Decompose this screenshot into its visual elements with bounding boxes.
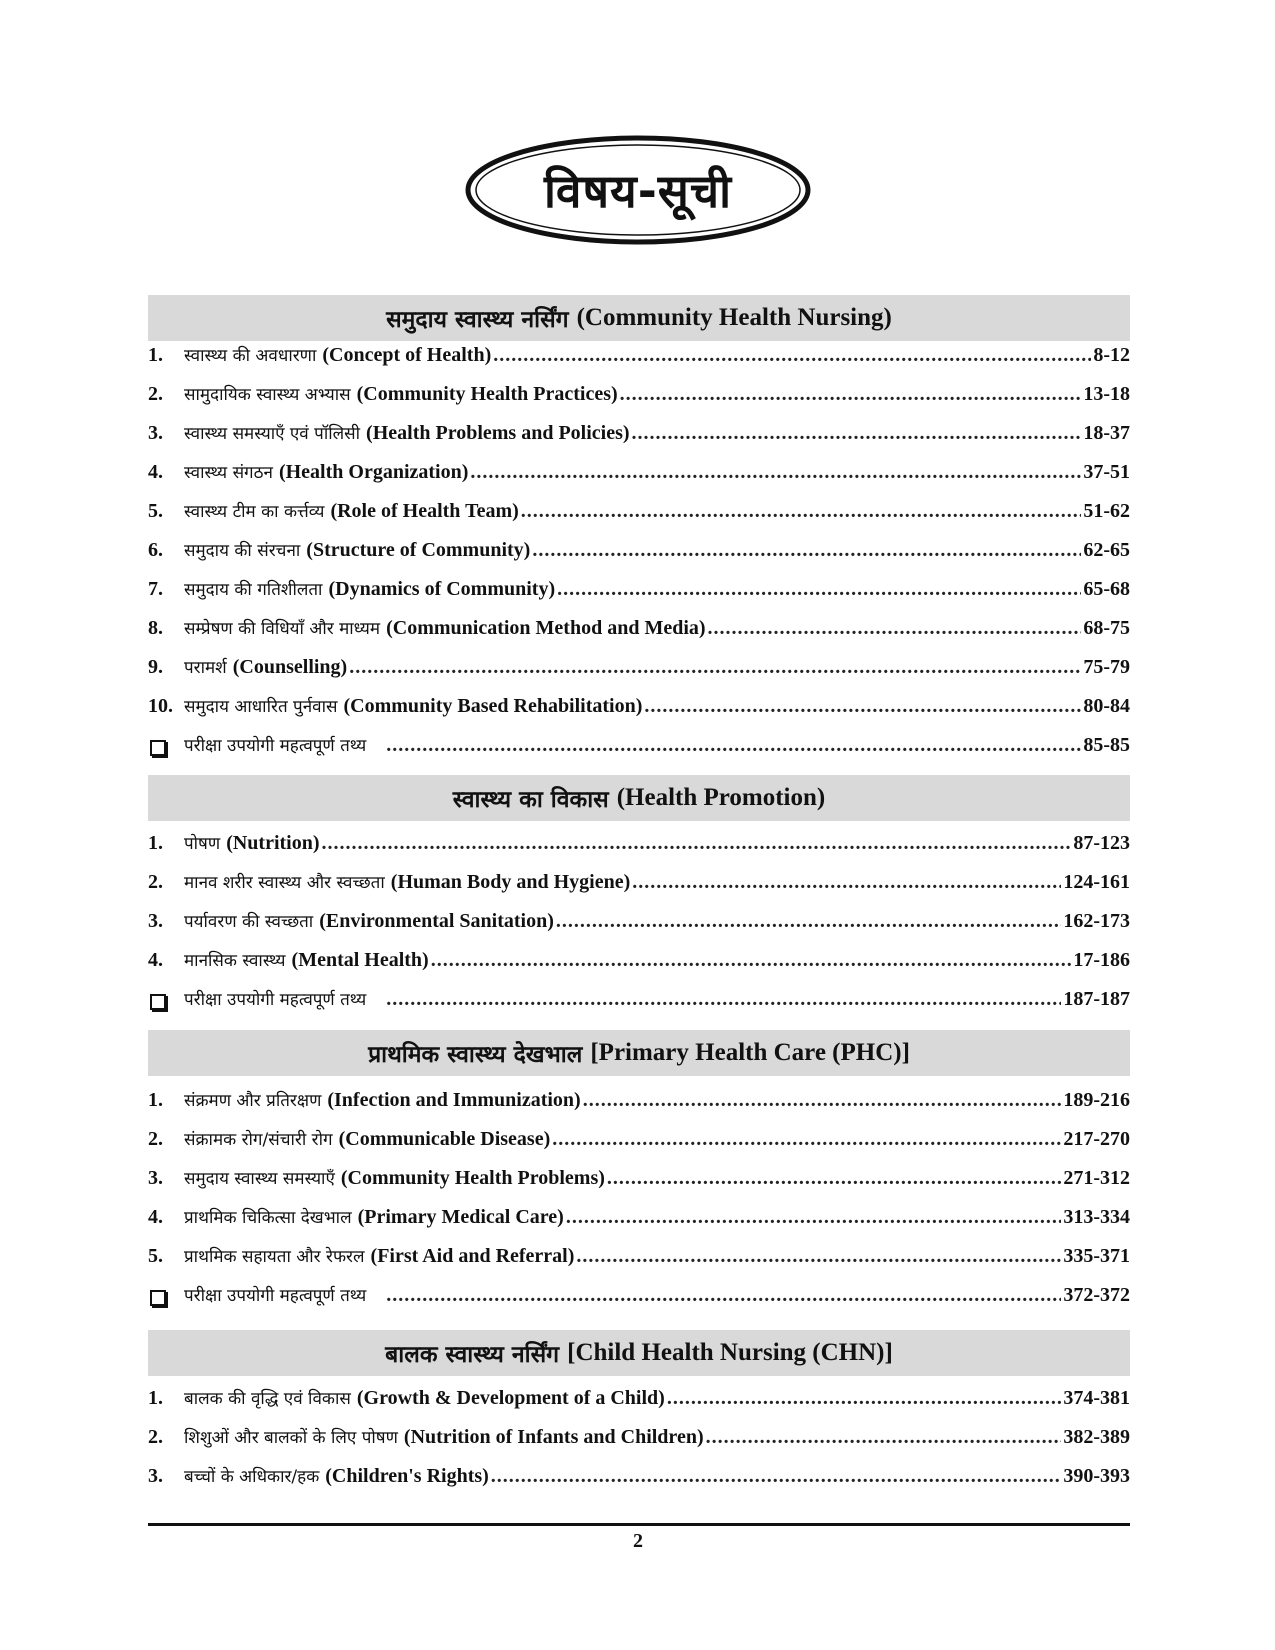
entry-page-range: 217-270 <box>1063 1128 1130 1150</box>
entry-title-hindi: समुदाय आधारित पुर्नवास <box>184 697 338 717</box>
toc-entry[interactable] <box>148 1088 1130 1118</box>
dot-leader <box>521 500 1082 523</box>
entry-title-hindi: सम्प्रेषण की विधियाँ और माध्यम <box>184 619 381 639</box>
entry-title-hindi: स्वास्थ्य समस्याएँ एवं पॉलिसी <box>184 424 361 444</box>
entry-page-range: 51-62 <box>1083 500 1130 522</box>
page-number: 2 <box>633 1530 643 1552</box>
section-heading-english: (Community Health Nursing) <box>576 304 892 331</box>
toc-entry[interactable] <box>148 870 1130 900</box>
toc-entry[interactable] <box>148 577 1130 607</box>
entry-title-hindi: संक्रमण और प्रतिरक्षण <box>184 1091 322 1111</box>
entry-title-hindi: बालक की वृद्धि एवं विकास <box>184 1389 351 1409</box>
checkbox-icon <box>150 740 166 756</box>
toc-entry[interactable] <box>148 655 1130 685</box>
entry-title-hindi: बच्चों के अधिकार/हक <box>184 1467 320 1487</box>
dot-leader <box>431 949 1072 972</box>
toc-facts-entry[interactable] <box>148 1283 1130 1313</box>
entry-number: 10. <box>148 695 173 717</box>
entry-number: 9. <box>148 656 163 678</box>
dot-leader <box>491 1465 1062 1488</box>
entry-title-english: (Health Problems and Policies) <box>366 422 630 444</box>
dot-leader <box>667 1387 1062 1410</box>
dot-leader <box>322 832 1072 855</box>
entry-number: 4. <box>148 461 163 483</box>
dot-leader <box>386 988 1061 1011</box>
entry-title-hindi: स्वास्थ्य संगठन <box>184 463 273 483</box>
dot-leader <box>532 539 1081 562</box>
section-heading <box>148 295 1130 341</box>
entry-number: 3. <box>148 910 163 932</box>
dot-leader <box>386 734 1081 757</box>
dot-leader <box>576 1245 1061 1268</box>
toc-facts-entry[interactable] <box>148 733 1130 763</box>
entry-title-hindi: समुदाय की संरचना <box>184 541 301 561</box>
section-heading-english: [Primary Health Care (PHC)] <box>590 1039 910 1066</box>
entry-page-range: 187-187 <box>1063 988 1130 1010</box>
entry-page-range: 87-123 <box>1073 832 1130 854</box>
entry-number: 4. <box>148 949 163 971</box>
entry-title-english: (Community Health Practices) <box>356 383 618 405</box>
toc-entry[interactable] <box>148 1166 1130 1196</box>
entry-title-english: (Health Organization) <box>278 461 469 483</box>
page-title: विषय-सूची <box>543 164 733 218</box>
toc-entry[interactable] <box>148 343 1130 373</box>
entry-title-hindi: मानव शरीर स्वास्थ्य और स्वच्छता <box>184 873 385 893</box>
entry-page-range: 13-18 <box>1083 383 1130 405</box>
toc-entry[interactable] <box>148 538 1130 568</box>
dot-leader <box>632 422 1082 445</box>
entry-title-hindi: पर्यावरण की स्वच्छता <box>184 912 314 932</box>
entry-title-english: (Human Body and Hygiene) <box>390 871 631 893</box>
entry-title-english: (First Aid and Referral) <box>370 1245 575 1267</box>
dot-leader <box>470 461 1081 484</box>
entry-page-range: 37-51 <box>1083 461 1130 483</box>
entry-page-range: 162-173 <box>1063 910 1130 932</box>
entry-number: 1. <box>148 832 163 854</box>
dot-leader <box>566 1206 1062 1229</box>
entry-title-hindi: सामुदायिक स्वास्थ्य अभ्यास <box>184 385 351 405</box>
entry-page-range: 65-68 <box>1083 578 1130 600</box>
entry-title-english: (Nutrition) <box>226 832 320 854</box>
entry-title-hindi: समुदाय की गतिशीलता <box>184 580 323 600</box>
entry-number: 2. <box>148 1426 163 1448</box>
entry-page-range: 372-372 <box>1063 1284 1130 1306</box>
section-heading-hindi: बालक स्वास्थ्य नर्सिंग <box>385 1342 560 1368</box>
toc-entry[interactable] <box>148 460 1130 490</box>
toc-entry[interactable] <box>148 1205 1130 1235</box>
entry-page-range: 382-389 <box>1063 1426 1130 1448</box>
toc-entry[interactable] <box>148 1244 1130 1274</box>
entry-title-hindi: स्वास्थ्य की अवधारणा <box>184 346 317 366</box>
section-heading-english: (Health Promotion) <box>616 784 826 811</box>
entry-title-hindi: परीक्षा उपयोगी महत्वपूर्ण तथ्य <box>184 736 367 756</box>
toc-entry[interactable] <box>148 1127 1130 1157</box>
entry-page-range: 75-79 <box>1083 656 1130 678</box>
dot-leader <box>706 1426 1062 1449</box>
entry-page-range: 335-371 <box>1063 1245 1130 1267</box>
entry-number: 1. <box>148 1387 163 1409</box>
entry-number: 2. <box>148 1128 163 1150</box>
entry-title-english: (Counselling) <box>232 656 348 678</box>
toc-entry[interactable] <box>148 909 1130 939</box>
entry-title-english: (Community Based Rehabilitation) <box>343 695 643 717</box>
entry-page-range: 68-75 <box>1083 617 1130 639</box>
section-heading <box>148 1030 1130 1076</box>
entry-page-range: 313-334 <box>1063 1206 1130 1228</box>
toc-entry[interactable] <box>148 831 1130 861</box>
toc-entry[interactable] <box>148 694 1130 724</box>
entry-page-range: 124-161 <box>1063 871 1130 893</box>
entry-title-english: (Communication Method and Media) <box>386 617 706 639</box>
title-oval <box>462 132 814 248</box>
entry-page-range: 189-216 <box>1063 1089 1130 1111</box>
toc-entry[interactable] <box>148 499 1130 529</box>
entry-number: 5. <box>148 1245 163 1267</box>
entry-title-hindi: प्राथमिक चिकित्सा देखभाल <box>184 1208 352 1228</box>
entry-number: 7. <box>148 578 163 600</box>
entry-title-english: (Primary Medical Care) <box>357 1206 564 1228</box>
entry-title-english: (Role of Health Team) <box>330 500 519 522</box>
entry-number: 3. <box>148 1167 163 1189</box>
dot-leader <box>349 656 1081 679</box>
section-heading <box>148 775 1130 821</box>
dot-leader <box>644 695 1081 718</box>
toc-entry[interactable] <box>148 948 1130 978</box>
section-heading-hindi: स्वास्थ्य का विकास <box>452 787 609 813</box>
section-heading-hindi: प्राथमिक स्वास्थ्य देखभाल <box>368 1042 583 1068</box>
entry-title-english: (Structure of Community) <box>306 539 531 561</box>
entry-title-english: (Children's Rights) <box>325 1465 489 1487</box>
entry-title-hindi: पोषण <box>184 834 221 854</box>
dot-leader <box>556 910 1061 933</box>
entry-page-range: 8-12 <box>1093 344 1130 366</box>
toc-entry[interactable] <box>148 421 1130 451</box>
dot-leader <box>386 1284 1061 1307</box>
toc-entry[interactable] <box>148 1386 1130 1416</box>
entry-title-english: (Mental Health) <box>291 949 429 971</box>
entry-number: 8. <box>148 617 163 639</box>
entry-number: 2. <box>148 383 163 405</box>
dot-leader <box>708 617 1082 640</box>
entry-number: 3. <box>148 422 163 444</box>
entry-title-hindi: परामर्श <box>184 658 227 678</box>
entry-page-range: 80-84 <box>1083 695 1130 717</box>
entry-number: 1. <box>148 1089 163 1111</box>
entry-title-english: (Nutrition of Infants and Children) <box>403 1426 704 1448</box>
entry-title-hindi: परीक्षा उपयोगी महत्वपूर्ण तथ्य <box>184 990 367 1010</box>
dot-leader <box>557 578 1081 601</box>
toc-entry[interactable] <box>148 616 1130 646</box>
dot-leader <box>552 1128 1061 1151</box>
toc-entry[interactable] <box>148 1425 1130 1455</box>
entry-number: 1. <box>148 344 163 366</box>
entry-title-english: (Concept of Health) <box>322 344 492 366</box>
footer-divider <box>148 1523 1130 1526</box>
entry-title-hindi: समुदाय स्वास्थ्य समस्याएँ <box>184 1169 335 1189</box>
entry-title-english: (Communicable Disease) <box>338 1128 551 1150</box>
entry-page-range: 85-85 <box>1083 734 1130 756</box>
entry-page-range: 374-381 <box>1063 1387 1130 1409</box>
entry-title-english: (Dynamics of Community) <box>328 578 556 600</box>
entry-title-hindi: परीक्षा उपयोगी महत्वपूर्ण तथ्य <box>184 1286 367 1306</box>
checkbox-icon <box>150 994 166 1010</box>
dot-leader <box>493 344 1091 367</box>
entry-title-english: (Community Health Problems) <box>340 1167 605 1189</box>
entry-number: 4. <box>148 1206 163 1228</box>
entry-page-range: 62-65 <box>1083 539 1130 561</box>
entry-title-english: (Growth & Development of a Child) <box>356 1387 665 1409</box>
entry-title-hindi: शिशुओं और बालकों के लिए पोषण <box>184 1428 398 1448</box>
section-heading-hindi: समुदाय स्वास्थ्य नर्सिंग <box>386 307 569 333</box>
entry-page-range: 271-312 <box>1063 1167 1130 1189</box>
dot-leader <box>620 383 1082 406</box>
toc-entry[interactable] <box>148 1464 1130 1494</box>
section-heading-english: [Child Health Nursing (CHN)] <box>567 1339 893 1366</box>
entry-title-hindi: संक्रामक रोग/संचारी रोग <box>184 1130 333 1150</box>
entry-title-english: (Infection and Immunization) <box>327 1089 581 1111</box>
section-heading <box>148 1330 1130 1376</box>
entry-page-range: 18-37 <box>1083 422 1130 444</box>
dot-leader <box>607 1167 1061 1190</box>
entry-title-hindi: मानसिक स्वास्थ्य <box>184 951 286 971</box>
entry-title-hindi: प्राथमिक सहायता और रेफरल <box>184 1247 365 1267</box>
entry-title-english: (Environmental Sanitation) <box>319 910 554 932</box>
entry-number: 3. <box>148 1465 163 1487</box>
entry-page-range: 390-393 <box>1063 1465 1130 1487</box>
toc-facts-entry[interactable] <box>148 987 1130 1017</box>
entry-page-range: 17-186 <box>1073 949 1130 971</box>
entry-title-hindi: स्वास्थ्य टीम का कर्त्तव्य <box>184 502 325 522</box>
dot-leader <box>632 871 1061 894</box>
entry-number: 5. <box>148 500 163 522</box>
entry-number: 2. <box>148 871 163 893</box>
dot-leader <box>583 1089 1062 1112</box>
checkbox-icon <box>150 1290 166 1306</box>
toc-entry[interactable] <box>148 382 1130 412</box>
entry-number: 6. <box>148 539 163 561</box>
